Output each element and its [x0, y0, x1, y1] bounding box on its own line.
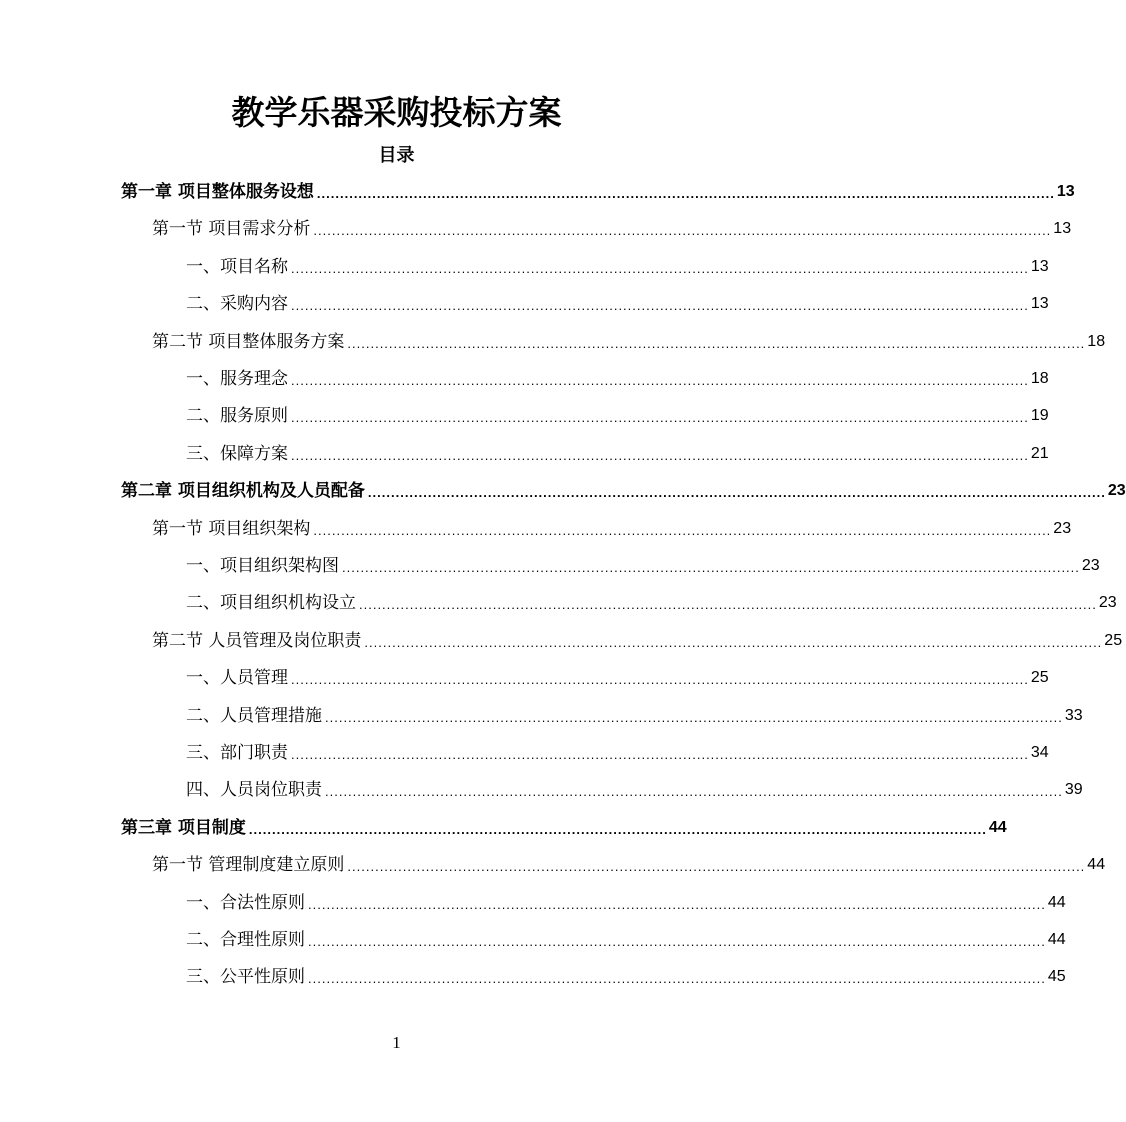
toc-entry[interactable] [186, 249, 1049, 279]
toc-entry-label: 二、人员管理措施 [186, 705, 322, 726]
toc-entry-label: 一、人员管理 [186, 668, 288, 689]
toc-entry-label: 第二章 项目组织机构及人员配备 [121, 481, 365, 502]
toc-dot-leader: ................................................................................................................................................................ [316, 186, 1055, 201]
toc-dot-leader: ................................................................................................................................................................ [308, 896, 1046, 912]
toc-dot-leader: ................................................................................................................................................................ [291, 260, 1029, 276]
toc-entry[interactable] [152, 623, 1123, 653]
toc-entry[interactable] [186, 922, 1066, 952]
toc-entry-label: 二、项目组织机构设立 [186, 593, 356, 614]
toc-entry-label: 二、采购内容 [186, 294, 288, 315]
toc-dot-leader: ................................................................................................................................................................ [313, 223, 1052, 239]
toc-dot-leader: ................................................................................................................................................................ [347, 859, 1086, 875]
toc-entry-page: 23 [1081, 557, 1100, 574]
toc-entry-page: 23 [1107, 482, 1126, 500]
toc-entry[interactable] [152, 211, 1072, 241]
toc-entry[interactable] [186, 698, 1083, 728]
toc-entry[interactable] [186, 885, 1066, 915]
toc-entry[interactable] [186, 286, 1049, 316]
toc-entry-page: 19 [1030, 407, 1049, 425]
toc-entry-page: 44 [1047, 931, 1066, 948]
toc-entry[interactable] [152, 324, 1106, 354]
toc-entry-label: 四、人员岗位职责 [186, 780, 322, 801]
toc-dot-leader: ................................................................................................................................................................ [291, 672, 1029, 688]
toc-entry-label: 第二节 项目整体服务方案 [152, 331, 345, 352]
toc-entry-page: 44 [988, 818, 1007, 836]
toc-heading: 目录 [378, 145, 415, 166]
toc-entry[interactable] [121, 174, 1075, 204]
toc-dot-leader: ................................................................................................................................................................ [364, 634, 1103, 650]
toc-dot-leader: ................................................................................................................................................................ [342, 560, 1080, 575]
toc-entry-label: 第二节 人员管理及岗位职责 [152, 630, 362, 651]
toc-dot-leader: ................................................................................................................................................................ [308, 971, 1046, 987]
toc-dot-leader: ................................................................................................................................................................ [325, 784, 1063, 800]
toc-entry-page: 44 [1047, 893, 1066, 911]
toc-entry-page: 23 [1053, 519, 1072, 537]
toc-entry-page: 13 [1030, 295, 1049, 313]
document-title: 教学乐器采购投标方案 [231, 93, 562, 132]
toc-entry-label: 三、保障方案 [186, 443, 288, 464]
toc-dot-leader: ................................................................................................................................................................ [291, 447, 1029, 463]
toc-entry[interactable] [186, 772, 1083, 802]
toc-entry-page: 33 [1064, 706, 1083, 724]
toc-entry-page: 21 [1030, 444, 1049, 462]
toc-entry-label: 三、部门职责 [186, 743, 288, 763]
toc-entry-label: 一、项目组织架构图 [186, 556, 339, 576]
toc-entry-label: 一、服务理念 [186, 369, 288, 389]
toc-entry[interactable] [186, 735, 1049, 765]
toc-entry[interactable] [186, 361, 1049, 391]
toc-entry[interactable] [152, 511, 1072, 541]
toc-entry-page: 23 [1098, 594, 1117, 612]
toc-entry-label: 第一节 管理制度建立原则 [152, 855, 345, 876]
toc-entry-label: 第一节 项目组织架构 [152, 518, 311, 539]
toc-entry[interactable] [186, 548, 1100, 578]
toc-entry-page: 13 [1056, 183, 1075, 200]
toc-entry-page: 13 [1030, 257, 1049, 275]
toc-entry-page: 13 [1053, 220, 1072, 238]
toc-dot-leader: ................................................................................................................................................................ [248, 821, 987, 837]
page-number: 1 [392, 1033, 401, 1052]
toc-entry-page: 18 [1030, 370, 1049, 387]
toc-entry-label: 一、项目名称 [186, 256, 288, 277]
toc-dot-leader: ................................................................................................................................................................ [313, 522, 1052, 538]
toc-entry[interactable] [152, 847, 1106, 877]
toc-entry-page: 34 [1030, 744, 1049, 761]
toc-entry-label: 三、公平性原则 [186, 967, 305, 988]
toc-entry-label: 一、合法性原则 [186, 892, 305, 913]
toc-entry-label: 二、服务原则 [186, 406, 288, 427]
toc-dot-leader: ................................................................................................................................................................ [291, 410, 1029, 426]
toc-dot-leader: ................................................................................................................................................................ [291, 747, 1029, 762]
toc-dot-leader: ................................................................................................................................................................ [308, 934, 1046, 949]
toc-dot-leader: ................................................................................................................................................................ [359, 597, 1097, 613]
toc-entry[interactable] [186, 398, 1049, 428]
toc-entry-label: 二、合理性原则 [186, 930, 305, 950]
toc-entry-label: 第一章 项目整体服务设想 [121, 182, 314, 202]
toc-dot-leader: ................................................................................................................................................................ [291, 298, 1029, 314]
toc-entry-label: 第三章 项目制度 [121, 817, 246, 838]
toc-dot-leader: ................................................................................................................................................................ [291, 373, 1029, 388]
toc-entry[interactable] [186, 436, 1049, 466]
toc-entry[interactable] [186, 660, 1049, 690]
toc-entry-page: 45 [1047, 968, 1066, 986]
toc-dot-leader: ................................................................................................................................................................ [325, 709, 1063, 725]
toc-entry[interactable] [121, 810, 1007, 840]
toc-entry-page: 39 [1064, 781, 1083, 799]
toc-entry[interactable] [186, 959, 1066, 989]
toc-entry[interactable] [121, 473, 1126, 503]
toc-entry-page: 44 [1087, 856, 1106, 874]
toc-entry-label: 第一节 项目需求分析 [152, 219, 311, 240]
toc-dot-leader: ................................................................................................................................................................ [367, 485, 1106, 501]
toc-entry-page: 18 [1087, 332, 1106, 350]
toc-entry-page: 25 [1104, 631, 1123, 649]
toc-entry-page: 25 [1030, 669, 1049, 687]
toc-dot-leader: ................................................................................................................................................................ [347, 335, 1086, 351]
toc-entry[interactable] [186, 585, 1117, 615]
